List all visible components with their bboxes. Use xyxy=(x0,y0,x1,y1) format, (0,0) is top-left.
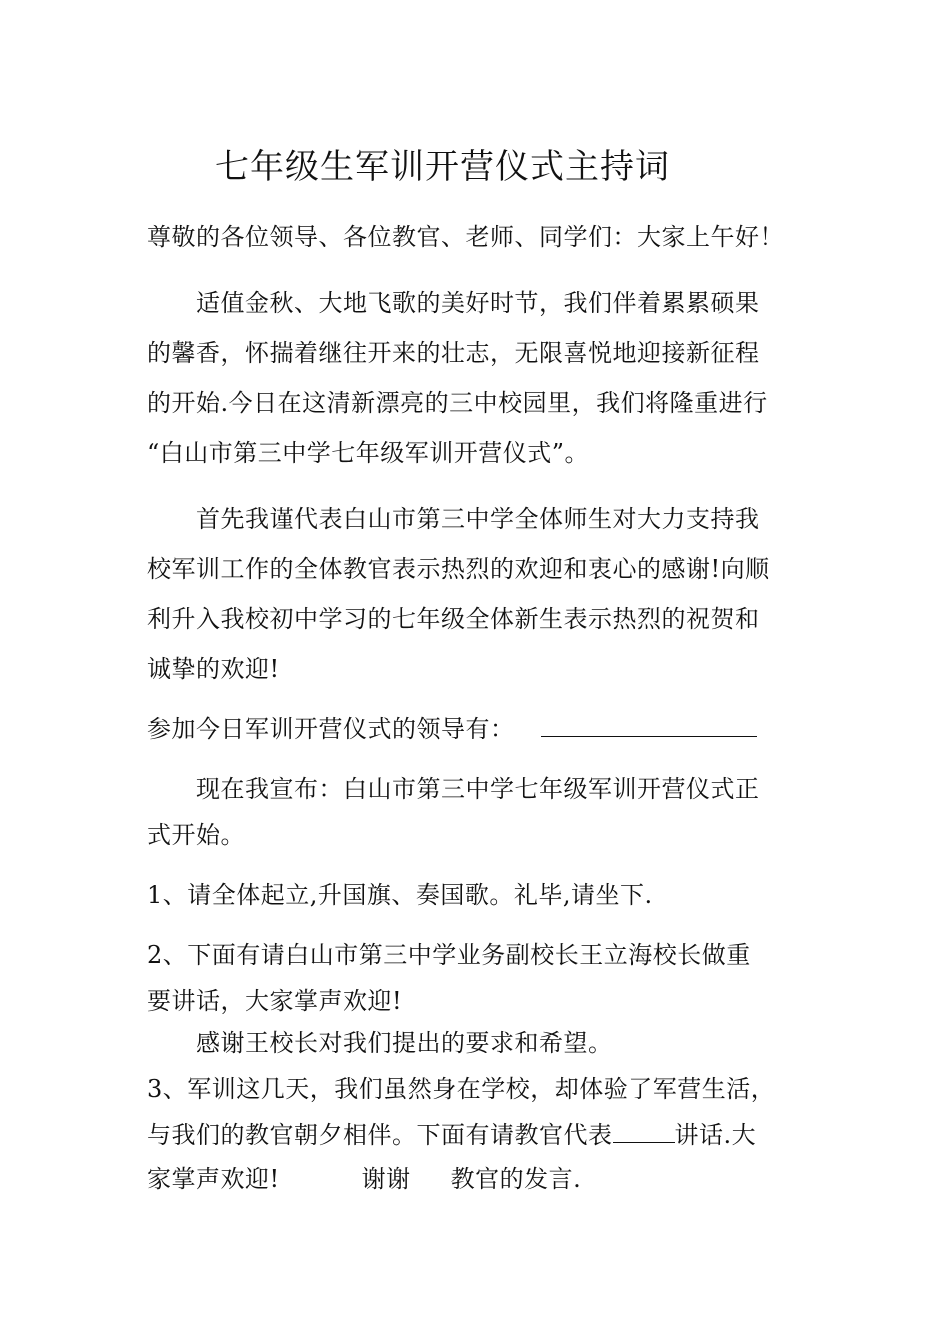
paragraph1-line4: “白山市第三中学七年级军训开营仪式”。 xyxy=(147,439,590,467)
item1-line: 1、请全体起立,升国旗、奏国歌。礼毕,请坐下. xyxy=(147,881,653,909)
announce-line1: 现在我宣布：白山市第三中学七年级军训开营仪式正 xyxy=(196,775,760,803)
leaders-label: 参加今日军训开营仪式的领导有： xyxy=(147,715,515,743)
item3-line3 xyxy=(147,1162,581,1196)
item2-line2: 要讲话，大家掌声欢迎! xyxy=(147,987,403,1015)
item3-line2-before: 与我们的教官朝夕相伴。下面有请教官代表 xyxy=(147,1121,613,1149)
thanks-line: 感谢王校长对我们提出的要求和希望。 xyxy=(196,1029,613,1057)
item3-line2-after: 讲话.大 xyxy=(674,1121,757,1149)
item3-line3-c: 教官的发言. xyxy=(450,1165,582,1193)
speaker-blank xyxy=(613,1118,675,1143)
paragraph2-line2: 校军训工作的全体教官表示热烈的欢迎和衷心的感谢!向顺 xyxy=(147,555,770,583)
paragraph1-line2: 的馨香，怀揣着继往开来的壮志，无限喜悦地迎接新征程 xyxy=(147,339,760,367)
item3-line2 xyxy=(147,1118,756,1152)
item3-line3-b: 谢谢 xyxy=(361,1165,411,1193)
greeting-line: 尊敬的各位领导、各位教官、老师、同学们：大家上午好！ xyxy=(147,223,784,251)
paragraph2-line3: 利升入我校初中学习的七年级全体新生表示热烈的祝贺和 xyxy=(147,605,760,633)
item2-line1: 2、下面有请白山市第三中学业务副校长王立海校长做重 xyxy=(147,941,751,969)
item3-line3-a: 家掌声欢迎! xyxy=(147,1165,280,1193)
paragraph1-line3: 的开始.今日在这清新漂亮的三中校园里，我们将隆重进行 xyxy=(147,389,768,417)
document-title: 七年级生军训开营仪式主持词 xyxy=(215,147,670,187)
paragraph1-line1: 适值金秋、大地飞歌的美好时节，我们伴着累累硕果 xyxy=(196,289,760,317)
item3-line1: 3、军训这几天，我们虽然身在学校，却体验了军营生活， xyxy=(147,1075,776,1103)
paragraph2-line4: 诚挚的欢迎! xyxy=(147,655,280,683)
paragraph2-line1: 首先我谨代表白山市第三中学全体师生对大力支持我 xyxy=(196,505,760,533)
leaders-line xyxy=(147,712,757,746)
leaders-blank xyxy=(541,712,757,737)
announce-line2: 式开始。 xyxy=(147,821,245,849)
